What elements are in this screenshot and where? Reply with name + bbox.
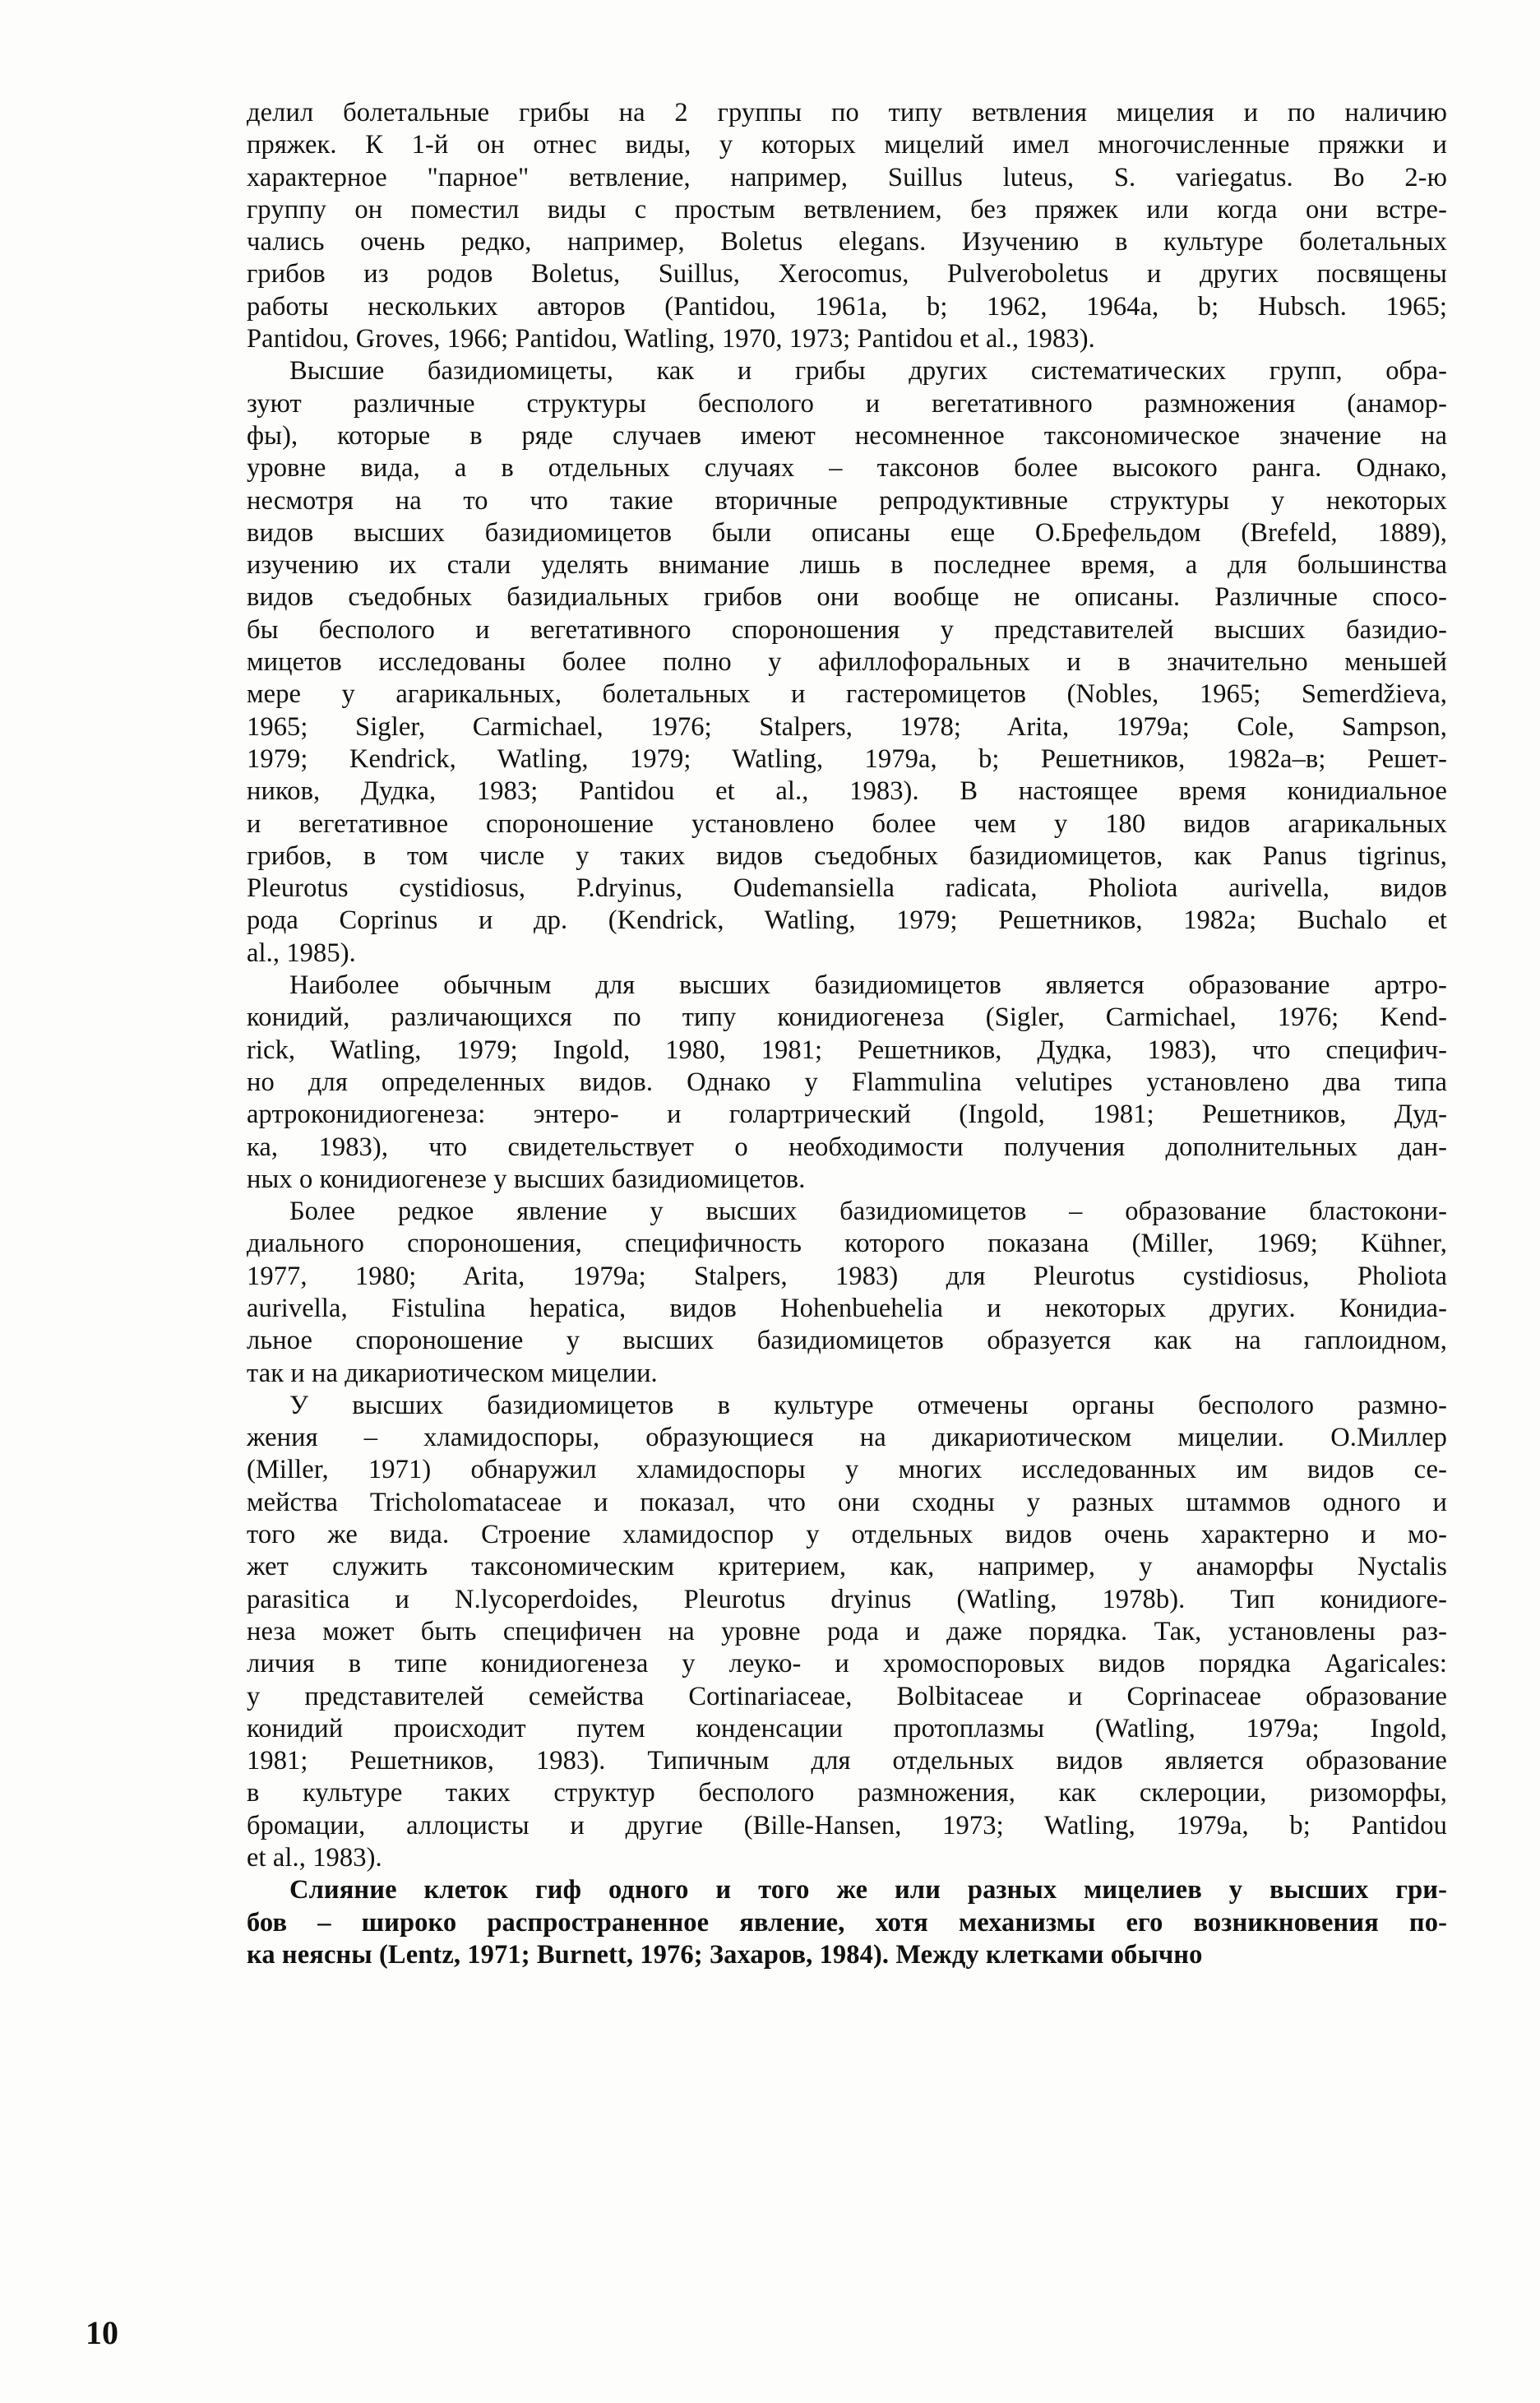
text-line: грибов из родов Boletus, Suillus, Xerocomus, Pulveroboletus и других посвящены <box>247 259 1447 289</box>
text-line: изучению их стали уделять внимание лишь в последнее время, а для большинства <box>247 550 1447 581</box>
text-line: чались очень редко, например, Boletus elegans. Изучению в культуре болетальных <box>247 227 1447 257</box>
text-line: несмотря на то что такие вторичные репродуктивные структуры у некоторых <box>247 485 1447 516</box>
text-line: неза может быть специфичен на уровне рода и даже порядка. Так, установлены раз- <box>247 1616 1447 1646</box>
text-line: 1965; Sigler, Carmichael, 1976; Stalpers, 1978; Arita, 1979a; Cole, Sampson, <box>247 711 1447 742</box>
text-line: жения – хламидоспоры, образующиеся на дикариотическом мицелии. О.Миллер <box>247 1423 1447 1453</box>
text-line: 1977, 1980; Arita, 1979a; Stalpers, 1983) для Pleurotus cystidiosus, Pholiota <box>247 1261 1447 1291</box>
text-line: (Miller, 1971) обнаружил хламидоспоры у многих исследованных им видов се- <box>247 1455 1447 1485</box>
text-line: и вегетативное спороношение установлено более чем у 180 видов агарикальных <box>247 808 1447 839</box>
text-line: parasitica и N.lycoperdoides, Pleurotus dryinus (Watling, 1978b). Тип конидиоге- <box>247 1584 1447 1614</box>
paragraph <box>247 1390 1447 1874</box>
text-line: видов съедобных базидиальных грибов они вообще не описаны. Различные спосо- <box>247 582 1447 613</box>
text-line: et al., 1983). <box>247 1843 382 1873</box>
text-line: Высшие базидиомицеты, как и грибы других систематических групп, обра- <box>289 356 1447 387</box>
text-line: пряжек. К 1-й он отнес виды, у которых мицелий имел многочисленные пряжки и <box>247 130 1447 160</box>
text-line: уровне вида, а в отдельных случаях – таксонов более высокого ранга. Однако, <box>247 453 1447 484</box>
text-line: мицетов исследованы более полно у афиллофоральных и в значительно меньшей <box>247 647 1447 678</box>
text-line: Pantidou, Groves, 1966; Pantidou, Watling, 1970, 1973; Pantidou et al., 1983). <box>247 324 1095 354</box>
text-line: 1981; Решетников, 1983). Типичным для отдельных видов является образование <box>247 1746 1447 1776</box>
text-line: Слияние клеток гиф одного и того же или разных мицелиев у высших гри- <box>289 1875 1447 1905</box>
text-line: рода Coprinus и др. (Kendrick, Watling, 1979; Решетников, 1982a; Buchalo et <box>247 905 1447 936</box>
paragraph <box>247 1874 1447 1971</box>
text-line: ка, 1983), что свидетельствует о необходимости получения дополнительных дан- <box>247 1132 1447 1162</box>
text-line: мере у агарикальных, болетальных и гастеромицетов (Nobles, 1965; Semerdžieva, <box>247 679 1447 710</box>
text-line: зуют различные структуры бесполого и вегетативного размножения (анамор- <box>247 388 1447 419</box>
text-line: ников, Дудка, 1983; Pantidou et al., 1983). В настоящее время конидиальное <box>247 776 1447 807</box>
text-line: Наиболее обычным для высших базидиомицетов является образование артро- <box>289 970 1447 1001</box>
text-line: льное спороношение у высших базидиомицетов образуется как на гаплоидном, <box>247 1326 1447 1356</box>
text-line: al., 1985). <box>247 938 356 968</box>
text-line: ных о конидиогенезе у высших базидиомицетов. <box>247 1164 806 1194</box>
text-line: конидий происходит путем конденсации протоплазмы (Watling, 1979a; Ingold, <box>247 1713 1447 1743</box>
text-line: работы нескольких авторов (Pantidou, 1961a, b; 1962, 1964a, b; Hubsch. 1965; <box>247 291 1447 322</box>
paragraph <box>247 970 1447 1196</box>
text-line: бромации, аллоцисты и другие (Bille-Hansen, 1973; Watling, 1979a, b; Pantidou <box>247 1810 1447 1840</box>
page-number: 10 <box>86 2314 118 2351</box>
text-line: так и на дикариотическом мицелии. <box>247 1358 658 1388</box>
text-line: конидий, различающихся по типу конидиогенеза (Sigler, Carmichael, 1976; Kend- <box>247 1002 1447 1033</box>
text-line: личия в типе конидиогенеза у леуко- и хромоспоровых видов порядка Agaricales: <box>247 1649 1447 1679</box>
text-line: фы), которые в ряде случаев имеют несомненное таксономическое значение на <box>247 420 1447 451</box>
text-line: диального спороношения, специфичность которого показана (Miller, 1969; Kühner, <box>247 1229 1447 1259</box>
text-line: у представителей семейства Cortinariaceae, Bolbitaceae и Coprinaceae образование <box>247 1681 1447 1711</box>
text-line: в культуре таких структур бесполого размножения, как склероции, ризоморфы, <box>247 1778 1447 1808</box>
text-line: характерное "парное" ветвление, например, Suillus luteus, S. variegatus. Во 2-ю <box>247 162 1447 192</box>
text-line: ка неясны (Lentz, 1971; Burnett, 1976; Захаров, 1984). Между клетками обычно <box>247 1939 1203 1970</box>
text-line: Более редкое явление у высших базидиомицетов – образование бластокони- <box>289 1197 1447 1227</box>
text-line: мейства Tricholomataceae и показал, что они сходны у разных штаммов одного и <box>247 1487 1447 1517</box>
text-line: грибов, в том числе у таких видов съедобных базидиомицетов, как Panus tigrinus, <box>247 840 1447 871</box>
text-line: бов – широко распространенное явление, хотя механизмы его возникновения по- <box>247 1907 1447 1938</box>
text-line: У высших базидиомицетов в культуре отмечены органы бесполого размно- <box>289 1390 1447 1420</box>
paragraph <box>247 355 1447 970</box>
text-line: aurivella, Fistulina hepatica, видов Hohenbuehelia и некоторых других. Конидиа- <box>247 1293 1447 1323</box>
text-line: артроконидиогенеза: энтеро- и голартрический (Ingold, 1981; Решетников, Дуд- <box>247 1100 1447 1130</box>
text-line: видов высших базидиомицетов были описаны еще О.Брефельдом (Brefeld, 1889), <box>247 517 1447 548</box>
text-line: группу он поместил виды с простым ветвлением, без пряжек или когда они встре- <box>247 194 1447 225</box>
paragraph <box>247 1196 1447 1390</box>
text-line: 1979; Kendrick, Watling, 1979; Watling, 1979a, b; Решетников, 1982a–в; Решет- <box>247 743 1447 774</box>
text-line: rick, Watling, 1979; Ingold, 1980, 1981; Решетников, Дудка, 1983), что специфич- <box>247 1035 1447 1065</box>
text-line: того же вида. Строение хламидоспор у отдельных видов очень характерно и мо- <box>247 1520 1447 1550</box>
text-line: но для определенных видов. Однако у Flammulina velutipes установлено два типа <box>247 1067 1447 1097</box>
text-line: жет служить таксономическим критерием, как, например, у анаморфы Nyctalis <box>247 1552 1447 1582</box>
text-line: делил болетальные грибы на 2 группы по типу ветвления мицелия и по наличию <box>247 98 1447 127</box>
text-line: Pleurotus cystidiosus, P.dryinus, Oudemansiella radicata, Pholiota aurivella, видов <box>247 873 1447 904</box>
paragraph <box>247 97 1447 355</box>
text-line: бы бесполого и вегетативного спороношения у представителей высших базидио- <box>247 614 1447 645</box>
body-text <box>247 97 1447 1971</box>
